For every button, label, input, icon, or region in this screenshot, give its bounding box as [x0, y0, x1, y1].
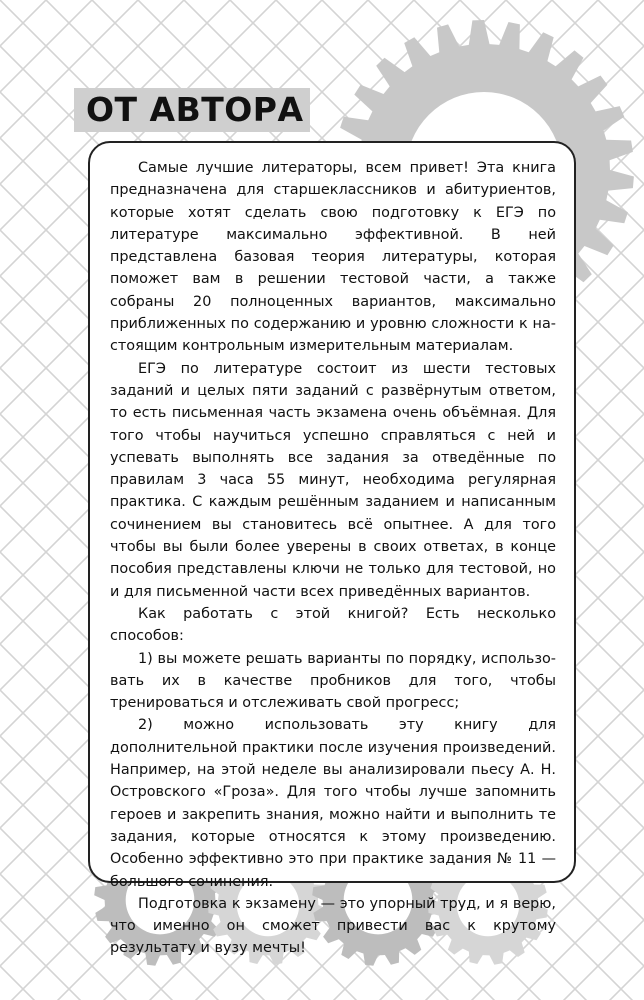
paragraph-method-2: 2) можно использовать эту книгу для дополнительной практики после изучения произведений. Например, на этой неделе вы анализировали пьесу А. Н. Островского «Гроза». Для того чтобы лучше запомнить героев и закрепить знания, можно найти и выполнить те задания, которые относятся к этому произведению. Особенно эффективно это при практике задания № 11 — большого сочинения. [110, 717, 556, 890]
paragraph-how-to-use: Как работать с этой книгой? Есть несколько способов: [110, 605, 556, 645]
paragraph-exam-structure: ЕГЭ по литературе состоит из шести тестовых заданий и целых пяти заданий с развёрнутым ответом, то есть письменная часть экзамена очень объёмная. Для того чтобы научиться успешно справляться с ней и успевать выполнять все задания за отведённые по правилам 3 часа 55 минут, необходима регулярная практика. С каждым решённым заданием и написанным сочинением вы становитесь всё опытнее. А для того чтобы вы были более уверены в своих ответах, в конце пособия представлены ключи не только для тестовой, но и для письменной части всех приведённых вариантов. [110, 360, 556, 600]
paragraph-method-1: 1) вы можете решать варианты по порядку, использовать их в качестве пробников для того, чтобы тренироваться и отслеживать свой прогресс; [110, 650, 556, 712]
page-title: ОТ АВТОРА [86, 90, 304, 129]
author-note-box [88, 141, 576, 957]
paragraph-intro: Самые лучшие литераторы, всем привет! Эта книга предназначена для старшеклассников и абитуриентов, которые хотят сделать свою подготовку к ЕГЭ по литературе максимально эффективной. В ней представлена базовая теория литературы, которая поможет вам в решении тестовой части, а также собраны 20 полноценных вариантов, максимально приближенных по содержанию и уровню сложности к настоящим контрольным измерительным материалам. [110, 160, 556, 355]
paragraph-closing: Подготовка к экзамену — это упорный труд, и я верю, что именно он сможет привести вас к крутому результату и вузу мечты! [110, 895, 556, 957]
